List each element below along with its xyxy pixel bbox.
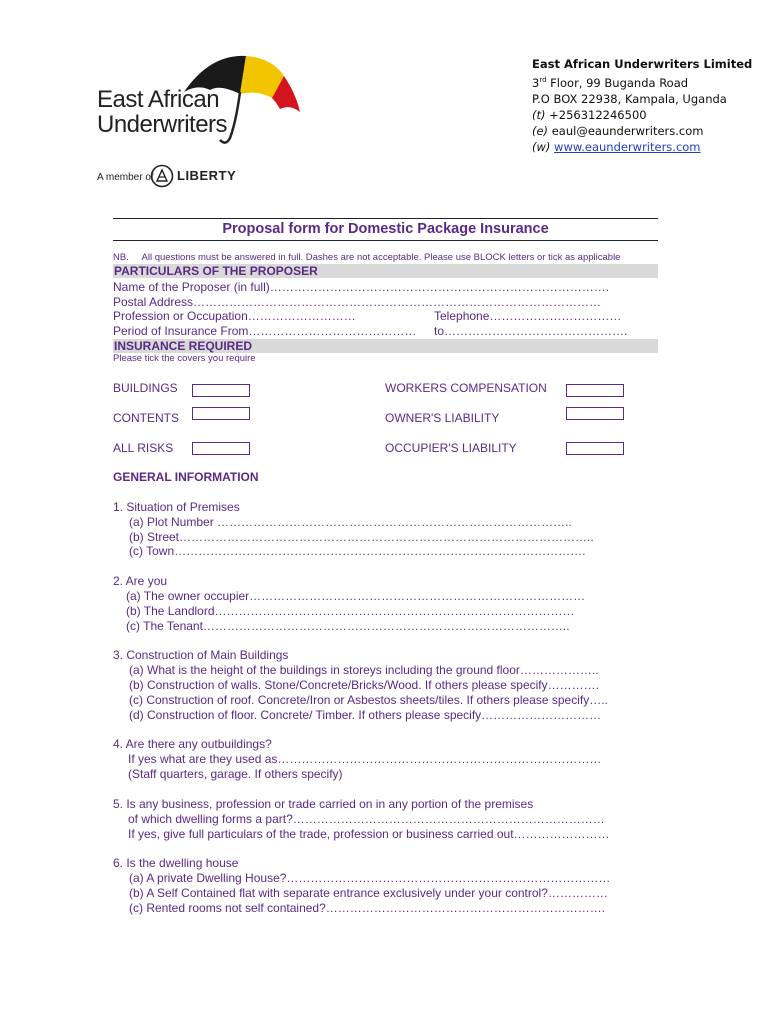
q2-title: 2. Are you [113, 574, 168, 588]
insurance-note: Please tick the covers you require [113, 353, 256, 364]
logo-line-2: Underwriters [97, 111, 228, 138]
cover-label-buildings: BUILDINGS [113, 381, 178, 395]
period-to-field[interactable]: to………………………………………. [434, 324, 628, 338]
member-prefix: A member of [97, 172, 154, 183]
insurance-heading: INSURANCE REQUIRED [114, 339, 253, 353]
q5-particulars-field[interactable]: If yes, give full particulars of the trade, profession or business carried out…………………… [128, 827, 610, 841]
company-floor: 3rd Floor, 99 Buganda Road [532, 75, 689, 90]
insurance-heading-bar [113, 339, 658, 353]
checkbox-workers-compensation[interactable] [566, 384, 624, 397]
checkbox-contents[interactable] [192, 407, 250, 420]
company-telephone: (t) +256312246500 [532, 107, 647, 122]
period-from-field[interactable]: Period of Insurance From…………………………………… [113, 324, 417, 338]
checkbox-all-risks[interactable] [192, 442, 250, 455]
q4-note: (Staff quarters, garage. If others specify) [128, 767, 343, 781]
company-details [532, 56, 752, 155]
form-title: Proposal form for Domestic Package Insurance [222, 221, 549, 237]
nb-note: NB. All questions must be answered in full. Dashes are not acceptable. Please use BLOCK letters or tick as applicable [113, 252, 621, 263]
q1-plot-number-field[interactable]: (a) Plot Number …………………………………………………………………………….. [129, 515, 572, 529]
q6-private-dwelling-field[interactable]: (a) A private Dwelling House?……………………………………………………………………… [129, 871, 611, 885]
q1-town-field[interactable]: (c) Town…………………………………………………………………………………………. [129, 544, 586, 558]
q3-title: 3. Construction of Main Buildings [113, 648, 289, 662]
company-website: (w) www.eaunderwriters.com [532, 139, 701, 154]
website-link[interactable]: www.eaunderwriters.com [554, 139, 701, 154]
telephone-field[interactable]: Telephone…………………………… [434, 309, 622, 323]
q6-rented-rooms-field[interactable]: (c) Rented rooms not self contained?……………………………………………………………. [129, 901, 606, 915]
title-top-rule [113, 218, 658, 219]
q6-title: 6. Is the dwelling house [113, 856, 239, 870]
logo-line-1: East African [97, 86, 220, 113]
cover-label-contents: CONTENTS [113, 411, 179, 425]
q3-height-field[interactable]: (a) What is the height of the buildings in storeys including the ground floor……………….. [129, 663, 599, 677]
q3-walls-field[interactable]: (b) Construction of walls. Stone/Concrete/Bricks/Wood. If others please specify…………. [129, 678, 599, 692]
q5-title: 5. Is any business, profession or trade carried on in any portion of the premises [113, 797, 534, 811]
proposer-name-field[interactable]: Name of the Proposer (in full)…………………………………………………………………………. [113, 280, 610, 294]
q3-floor-field[interactable]: (d) Construction of floor. Concrete/ Timber. If others please specify………………………… [129, 708, 602, 722]
cover-label-owners-liability: OWNER'S LIABILITY [385, 411, 500, 425]
postal-address-field[interactable]: Postal Address………………………………………………………………………………………… [113, 295, 602, 309]
q1-title: 1. Situation of Premises [113, 500, 240, 514]
q6-self-contained-field[interactable]: (b) A Self Contained flat with separate entrance exclusively under your control?…………… [129, 886, 608, 900]
q2-landlord-field[interactable]: (b) The Landlord……………………………………………………………………………… [126, 604, 575, 618]
company-name: East African Underwriters Limited [532, 57, 753, 71]
title-bottom-rule [113, 240, 658, 241]
checkbox-buildings[interactable] [192, 384, 250, 397]
profession-field[interactable]: Profession or Occupation……………………… [113, 309, 356, 323]
q2-tenant-field[interactable]: (c) The Tenant……………………………………………………………………………….. [126, 619, 570, 633]
particulars-heading-bar [113, 264, 658, 278]
q3-roof-field[interactable]: (c) Construction of roof. Concrete/Iron or Asbestos sheets/tiles. If others please specify….. [129, 693, 608, 707]
checkbox-occupiers-liability[interactable] [566, 442, 624, 455]
q2-owner-occupier-field[interactable]: (a) The owner occupier………………………………………………………………………… [126, 589, 586, 603]
liberty-icon [150, 164, 174, 188]
company-po-box: P.O BOX 22938, Kampala, Uganda [532, 91, 727, 106]
cover-label-all-risks: ALL RISKS [113, 441, 174, 455]
cover-label-occupiers-liability: OCCUPIER'S LIABILITY [385, 441, 517, 455]
q1-street-field[interactable]: (b) Street………………………………………………………………………………………….. [129, 530, 594, 544]
cover-label-workers-compensation: WORKERS COMPENSATION [385, 381, 547, 395]
member-brand: LIBERTY [177, 168, 237, 183]
checkbox-owners-liability[interactable] [566, 407, 624, 420]
company-email: (e) eaul@eaunderwriters.com [532, 123, 704, 138]
general-info-heading: GENERAL INFORMATION [113, 470, 259, 484]
q4-title: 4. Are there any outbuildings? [113, 737, 272, 751]
q4-outbuildings-use-field[interactable]: If yes what are they used as……………………………………………………………………… [128, 752, 602, 766]
q5-dwelling-part-field[interactable]: of which dwelling forms a part?…………………………………………………………………… [128, 812, 605, 826]
particulars-heading: PARTICULARS OF THE PROPOSER [114, 264, 318, 278]
